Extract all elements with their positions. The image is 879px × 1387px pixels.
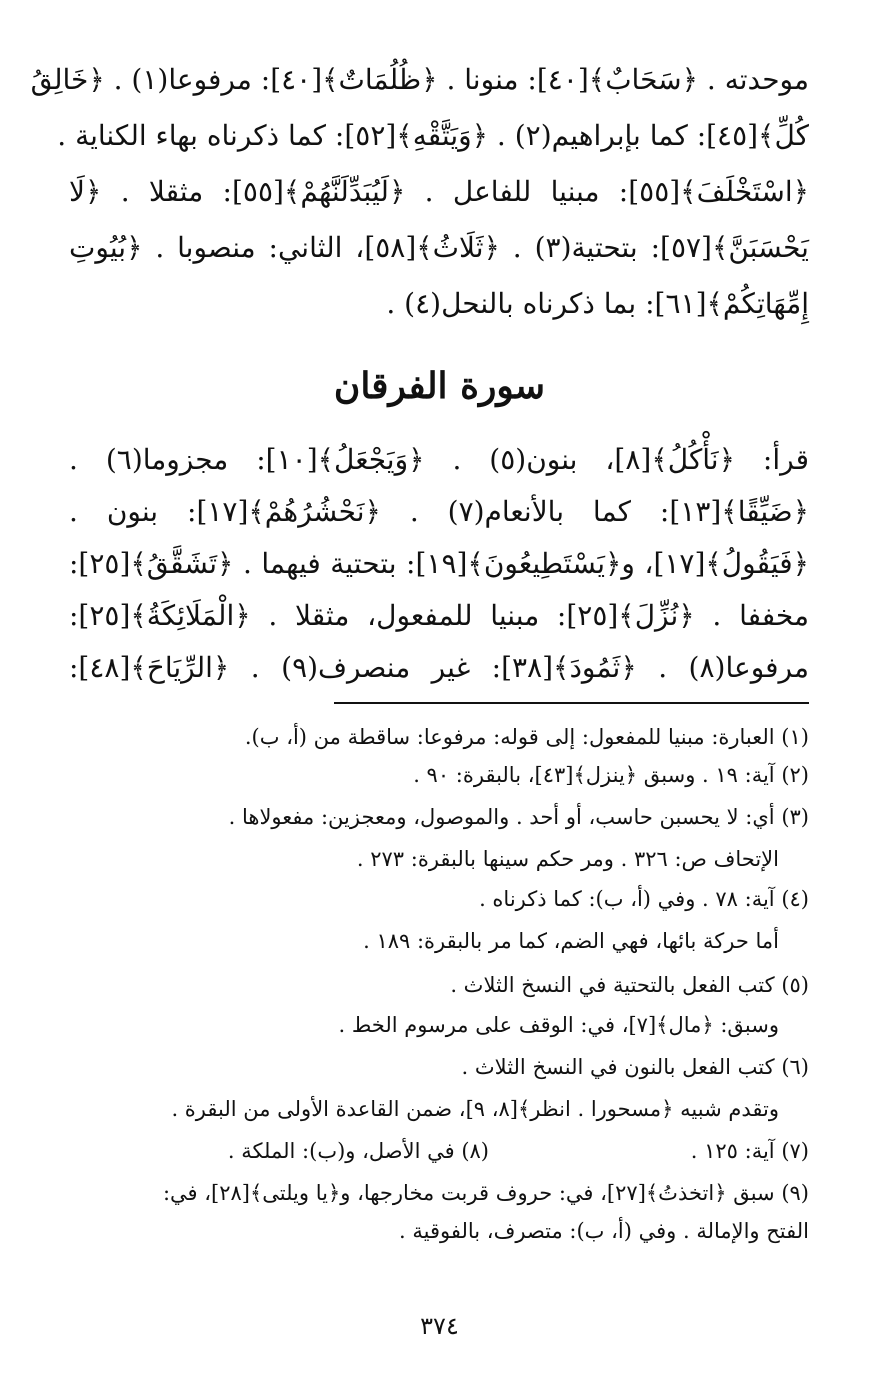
footnote-line: (٥) كتب الفعل بالتحتية في النسخ الثلاث . <box>450 973 809 997</box>
chapter-title: سورة الفرقان <box>333 365 546 407</box>
footnote-line: (٤) آية: ٧٨ . وفي (أ، ب): كما ذكرناه . <box>479 887 809 911</box>
footnote-line: (٣) أي: لا يحسبن حاسب، أو أحد . والموصول، ومعجزين: مفعولاها . <box>228 805 809 829</box>
footnote-line: وسبق: ﴿مال﴾[٧]، في: الوقف على مرسوم الخط . <box>338 1013 779 1037</box>
footnote-line: (٢) آية: ١٩ . وسبق ﴿ينزل﴾[٤٣]، بالبقرة: ٩٠ . <box>413 763 809 787</box>
footnote-line: الإتحاف ص: ٣٢٦ . ومر حكم سينها بالبقرة: ٢٧٣ . <box>356 847 779 871</box>
main-text-line: ﴿فَيَقُولُ﴾[١٧]، و﴿يَسْتَطِيعُونَ﴾[١٩]: بتحتية فيهما . ﴿تَشَقَّقُ﴾[٢٥]: <box>69 547 809 580</box>
footnote-8: (٨) في الأصل، و(ب): الملكة . <box>227 1139 489 1163</box>
main-text-line: ﴿اسْتَخْلَفَ﴾[٥٥]: مبنيا للفاعل . ﴿لَيُبَدِّلَنَّهُمْ﴾[٥٥]: مثقلا . ﴿لَا <box>69 175 810 208</box>
main-text-line: قرأ: ﴿نَأْكُلُ﴾[٨]، بنون(٥) . ﴿وَيَجْعَلُ﴾[١٠]: مجزوما(٦) . <box>69 443 809 476</box>
main-text-line: كُلِّ﴾[٤٥]: كما بإبراهيم(٢) . ﴿وَيَتَّقْهِ﴾[٥٢]: كما ذكرناه بهاء الكناية . <box>57 119 809 152</box>
main-text-line: موحدته . ﴿سَحَابٌ﴾[٤٠]: منونا . ﴿ظُلُمَاتٌ﴾[٤٠]: مرفوعا(١) . ﴿خَالِقُ <box>30 63 809 96</box>
main-text-line: مخففا . ﴿نُزِّلَ﴾[٢٥]: مبنيا للمفعول، مثقلا . ﴿الْمَلَائِكَةُ﴾[٢٥]: <box>69 599 809 632</box>
page-number: ٣٧٤ <box>420 1312 459 1340</box>
main-text-line: يَحْسَبَنَّ﴾[٥٧]: بتحتية(٣) . ﴿ثَلَاثُ﴾[٥٨]، الثاني: منصوبا . ﴿بُيُوتِ <box>69 231 809 264</box>
footnote-separator <box>334 702 809 704</box>
footnote-line: أما حركة بائها، فهي الضم، كما مر بالبقرة: ١٨٩ . <box>363 929 779 953</box>
footnote-7: (٧) آية: ١٢٥ . <box>690 1139 809 1163</box>
footnote-line: الفتح والإمالة . وفي (أ، ب): متصرف، بالفوقية . <box>399 1219 809 1243</box>
footnote-line: (٩) سبق ﴿اتخذتُ﴾[٢٧]، في: حروف قربت مخارجها، و﴿يا ويلتى﴾[٢٨]، في: <box>162 1181 809 1205</box>
footnote-line: وتقدم شبيه ﴿مسحورا . انظر﴾[٨، ٩]، ضمن القاعدة الأولى من البقرة . <box>171 1097 779 1121</box>
footnote-line: (١) العبارة: مبنيا للمفعول: إلى قوله: مرفوعا: ساقطة من (أ، ب). <box>244 725 809 749</box>
main-text-line: مرفوعا(٨) . ﴿ثَمُودَ﴾[٣٨]: غير منصرف(٩) . ﴿الرِّيَاحَ﴾[٤٨]: <box>69 651 809 684</box>
main-text-line: ﴿ضَيِّقًا﴾[١٣]: كما بالأنعام(٧) . ﴿نَحْشُرُهُمْ﴾[١٧]: بنون . <box>69 495 810 528</box>
footnote-line: (٦) كتب الفعل بالنون في النسخ الثلاث . <box>461 1055 809 1079</box>
main-text-line: إِمِّهَاتِكُمْ﴾[٦١]: بما ذكرناه بالنحل(٤) . <box>386 287 809 320</box>
